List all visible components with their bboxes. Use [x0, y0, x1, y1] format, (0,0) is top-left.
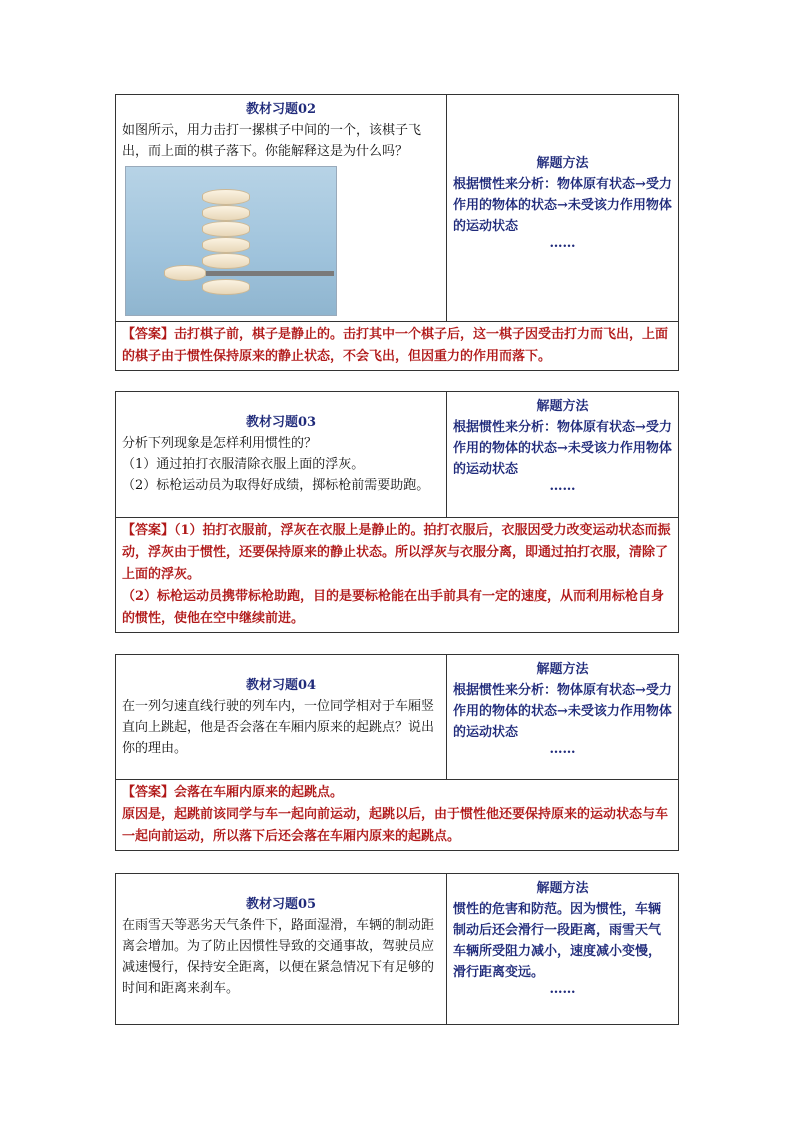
- method-text: 根据惯性来分析：物体原有状态→受力作用的物体的状态→未受该力作用物体的运动状态: [453, 683, 672, 740]
- method-text: 根据惯性来分析：物体原有状态→受力作用的物体的状态→未受该力作用物体的运动状态: [453, 177, 672, 234]
- method-panel: [447, 392, 678, 517]
- answer-block: [116, 517, 678, 632]
- question-line: （1）通过拍打衣服清除衣服上面的浮灰。: [122, 457, 365, 472]
- answer-text: （1）拍打衣服前，浮灰在衣服上是静止的。拍打衣服后，衣服因受力改变运动状态而振动，浮灰由于惯性，还要保持原来的静止状态。所以浮灰与衣服分离，即通过拍打衣服，清除了上面的浮灰。: [122, 523, 671, 582]
- method-text: 惯性的危害和防范。因为惯性，车辆制动后还会滑行一段距离，雨雪天气车辆所受阻力减小，速度减小变慢，滑行距离变远。: [453, 902, 662, 980]
- ellipsis: ……: [549, 982, 576, 997]
- method-title: 解题方法: [536, 881, 589, 896]
- exercise-title: 教材习题05: [245, 897, 317, 912]
- answer-text: 会落在车厢内原来的起跳点。: [174, 785, 344, 800]
- exercise-card-05: [115, 873, 679, 1025]
- exercise-title: 教材习题02: [245, 102, 317, 117]
- answer-text: 原因是，起跳前该同学与车一起向前运动，起跳以后，由于惯性他还要保持原来的运动状态与车一起向前运动，所以落下后还会落在车厢内原来的起跳点。: [122, 807, 669, 844]
- method-panel: [447, 95, 678, 321]
- ellipsis: ……: [549, 236, 576, 251]
- method-panel: [447, 655, 678, 779]
- exercise-card-02: [115, 94, 679, 371]
- exercise-card-03: [115, 391, 679, 633]
- method-panel: [447, 874, 678, 1024]
- ellipsis: ……: [549, 479, 576, 494]
- answer-tag: 【答案】: [122, 523, 175, 538]
- method-text: 根据惯性来分析：物体原有状态→受力作用的物体的状态→未受该力作用物体的运动状态: [453, 420, 672, 477]
- question-text: 如图所示，用力击打一摞棋子中间的一个，该棋子飞出，而上面的棋子落下。你能解释这是为什么吗？: [122, 123, 422, 159]
- answer-tag: 【答案】: [122, 785, 175, 800]
- question-text: 在雨雪天等恶劣天气条件下，路面湿滑，车辆的制动距离会增加。为了防止因惯性导致的交通事故，驾驶员应减速慢行，保持安全距离，以便在紧急情况下有足够的时间和距离来刹车。: [122, 918, 435, 996]
- answer-tag: 【答案】: [122, 327, 175, 342]
- exercise-card-04: [115, 654, 679, 851]
- answer-block: [116, 321, 678, 370]
- method-title: 解题方法: [536, 156, 589, 171]
- exercise-title: 教材习题03: [245, 415, 317, 430]
- question-text: 在一列匀速直线行驶的列车内，一位同学相对于车厢竖直向上跳起，他是否会落在车厢内原来的起跳点？说出你的理由。: [122, 699, 435, 756]
- answer-text: （2）标枪运动员携带标枪助跑，目的是要标枪能在出手前具有一定的速度，从而利用标枪自身的惯性，使他在空中继续前进。: [122, 589, 665, 626]
- question-panel: [116, 655, 447, 779]
- method-title: 解题方法: [536, 662, 589, 677]
- exercise-title: 教材习题04: [245, 678, 317, 693]
- question-line: 分析下列现象是怎样利用惯性的？: [122, 436, 318, 451]
- answer-block: [116, 779, 678, 850]
- question-panel: [116, 874, 447, 1024]
- method-title: 解题方法: [536, 399, 589, 414]
- question-panel: [116, 95, 447, 321]
- question-line: （2）标枪运动员为取得好成绩，掷标枪前需要助跑。: [122, 478, 430, 493]
- question-panel: [116, 392, 447, 517]
- ellipsis: ……: [549, 742, 576, 757]
- answer-text: 击打棋子前，棋子是静止的。击打其中一个棋子后，这一棋子因受击打力而飞出，上面的棋子由于惯性保持原来的静止状态，不会飞出，但因重力的作用而落下。: [122, 327, 669, 364]
- checkers-stack-photo: [125, 166, 337, 316]
